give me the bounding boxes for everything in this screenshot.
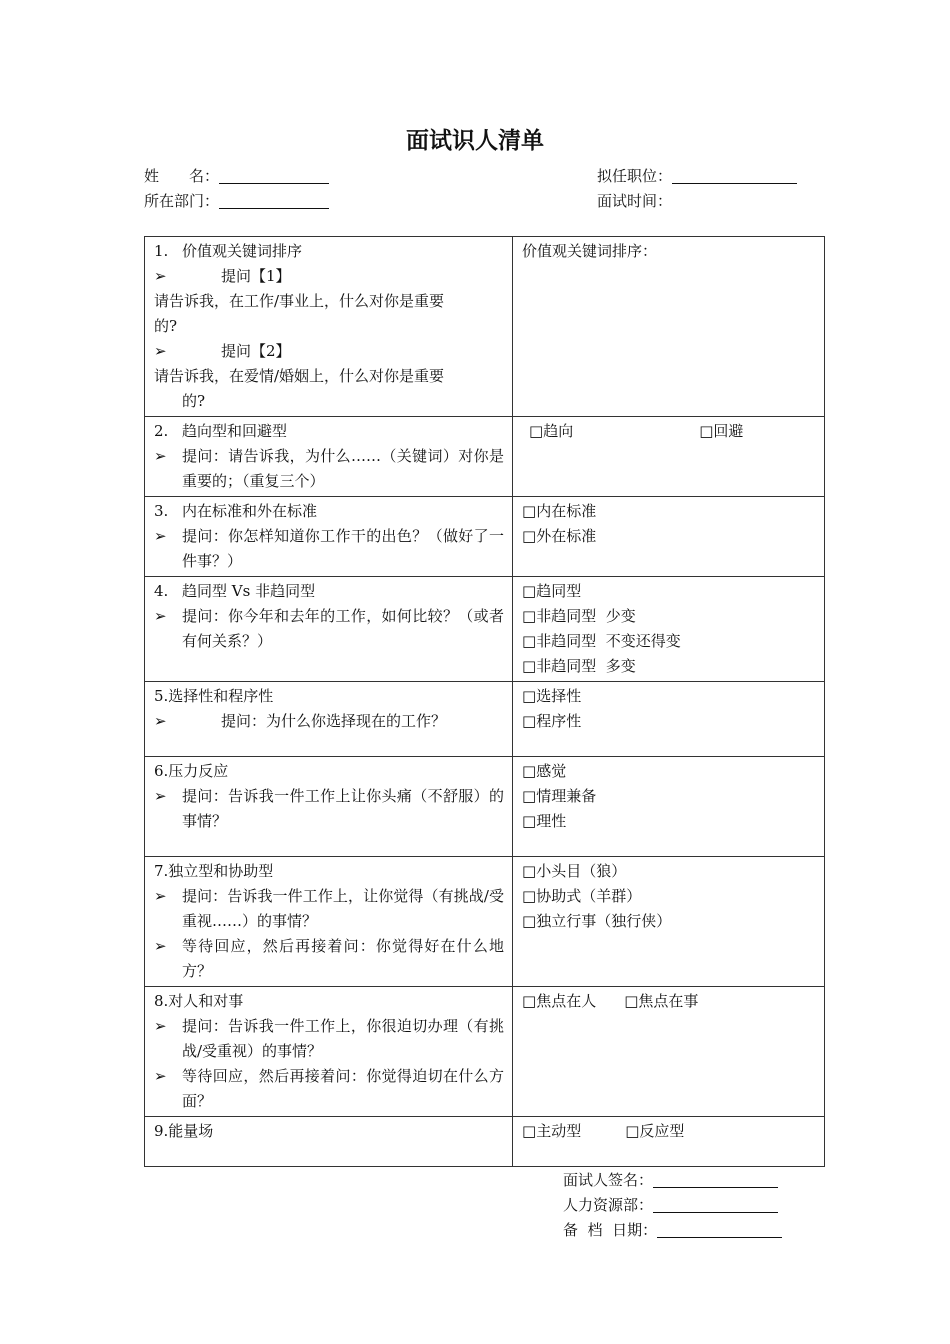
row-heading: 内在标准和外在标准	[182, 502, 318, 520]
question-text: 请告诉我，在工作/事业上，什么对你是重要	[154, 292, 445, 310]
question-cell	[145, 497, 513, 577]
option-label: 趋同型	[536, 582, 582, 600]
bullet-icon: ➢	[154, 712, 167, 730]
interview-checklist-table	[144, 236, 825, 1167]
option-label: 小头目（狼）	[536, 862, 627, 880]
hr-signature-label: 人力资源部：	[563, 1196, 654, 1214]
question-cell	[145, 987, 513, 1117]
question-cell	[145, 857, 513, 987]
checkbox[interactable]: □	[522, 992, 537, 1010]
row-heading: 6.压力反应	[154, 762, 229, 780]
bullet-icon: ➢	[154, 937, 167, 955]
position-field[interactable]	[597, 166, 797, 186]
bullet-icon: ➢	[154, 1067, 167, 1085]
table-row	[145, 497, 825, 577]
checkbox[interactable]: □	[522, 502, 537, 520]
checkbox[interactable]: □	[625, 1122, 640, 1140]
checkbox[interactable]: □	[522, 527, 537, 545]
answer-cell	[513, 417, 825, 497]
answer-cell	[513, 1117, 825, 1167]
table-row	[145, 417, 825, 497]
checkbox[interactable]: □	[522, 687, 537, 705]
answer-cell	[513, 857, 825, 987]
option-label: 非趋同型 多变	[536, 657, 636, 675]
checkbox[interactable]: □	[522, 657, 537, 675]
question-cell	[145, 417, 513, 497]
question-cell	[145, 577, 513, 682]
table-row	[145, 857, 825, 987]
checkbox[interactable]: □	[522, 607, 537, 625]
checkbox[interactable]: □	[522, 712, 537, 730]
option-label: 非趋同型 不变还得变	[536, 632, 681, 650]
bullet-icon: ➢	[154, 342, 167, 360]
answer-cell	[513, 682, 825, 757]
position-label: 拟任职位：	[597, 167, 673, 185]
row-number: 1.	[154, 242, 169, 260]
answer-label: 价值观关键词排序：	[522, 242, 658, 260]
option-label: 焦点在人	[536, 992, 597, 1010]
checkbox[interactable]: □	[522, 787, 537, 805]
question-text: 等待回应，然后再接着问：你觉得迫切在什么方面？	[182, 1067, 504, 1110]
question-text: 提问：告诉我一件工作上，让你觉得（有挑战/受重视……）的事情？	[182, 887, 504, 930]
table-row	[145, 682, 825, 757]
bullet-icon: ➢	[154, 787, 167, 805]
row-number: 4.	[154, 582, 169, 600]
checkbox[interactable]: □	[522, 1122, 537, 1140]
option-label: 感觉	[536, 762, 567, 780]
option-label: 选择性	[536, 687, 582, 705]
table-row	[145, 577, 825, 682]
answer-cell[interactable]	[513, 237, 825, 417]
question-text: 的?	[182, 392, 206, 410]
option-label: 情理兼备	[536, 787, 597, 805]
name-field[interactable]	[144, 166, 329, 186]
department-label: 所在部门：	[144, 192, 220, 210]
answer-cell	[513, 497, 825, 577]
table-row	[145, 987, 825, 1117]
bullet-icon: ➢	[154, 527, 167, 545]
checkbox[interactable]: □	[699, 422, 714, 440]
table-row	[145, 757, 825, 857]
checkbox[interactable]: □	[522, 862, 537, 880]
option-label: 非趋同型 少变	[536, 607, 636, 625]
bullet-icon: ➢	[154, 267, 167, 285]
question-text: 提问：为什么你选择现在的工作？	[221, 712, 447, 730]
answer-cell	[513, 757, 825, 857]
name-blank[interactable]	[219, 167, 329, 184]
question-text: 提问：你怎样知道你工作干的出色？（做好了一件事？）	[182, 527, 504, 570]
question-text: 的?	[154, 317, 178, 335]
question-text: 提问：告诉我一件工作上，你很迫切办理（有挑战/受重视）的事情？	[182, 1017, 504, 1060]
question-text: 提问：告诉我一件工作上让你头痛（不舒服）的事情？	[182, 787, 504, 830]
question-text: 提问：请告诉我，为什么……（关键词）对你是重要的；（重复三个）	[182, 447, 504, 490]
answer-cell	[513, 987, 825, 1117]
row-heading: 趋向型和回避型	[182, 422, 288, 440]
interview-time-label: 面试时间：	[597, 192, 673, 210]
row-heading: 趋同型 Vs 非趋同型	[182, 582, 316, 600]
checkbox[interactable]: □	[522, 812, 537, 830]
row-heading: 8.对人和对事	[154, 992, 244, 1010]
bullet-icon: ➢	[154, 887, 167, 905]
hr-signature-blank[interactable]	[653, 1196, 778, 1213]
option-label: 外在标准	[536, 527, 597, 545]
archive-date-field[interactable]	[563, 1220, 782, 1240]
question-text: 等待回应，然后再接着问：你觉得好在什么地方？	[182, 937, 504, 980]
department-blank[interactable]	[219, 192, 329, 209]
option-label: 协助式（羊群）	[536, 887, 642, 905]
interviewer-signature-blank[interactable]	[653, 1171, 778, 1188]
option-label: 反应型	[639, 1122, 685, 1140]
table-row	[145, 237, 825, 417]
department-field[interactable]	[144, 191, 329, 211]
question-cell	[145, 237, 513, 417]
option-label: 回避	[713, 422, 744, 440]
checkbox[interactable]: □	[522, 912, 537, 930]
position-blank[interactable]	[672, 167, 797, 184]
option-label: 理性	[536, 812, 567, 830]
answer-cell	[513, 577, 825, 682]
question-cell	[145, 1117, 513, 1167]
row-number: 3.	[154, 502, 169, 520]
option-label: 焦点在事	[638, 992, 699, 1010]
checkbox[interactable]: □	[522, 762, 537, 780]
question-cell	[145, 682, 513, 757]
ask-label: 提问【1】	[221, 267, 291, 285]
row-heading: 9.能量场	[154, 1122, 214, 1140]
archive-date-label: 备 档 日期：	[563, 1221, 658, 1239]
row-heading: 5.选择性和程序性	[154, 687, 274, 705]
page-title: 面试识人清单	[406, 127, 544, 154]
table-row	[145, 1117, 825, 1167]
option-label: 主动型	[536, 1122, 582, 1140]
checkbox[interactable]: □	[522, 582, 537, 600]
option-label: 趋向	[543, 422, 574, 440]
option-label: 程序性	[536, 712, 582, 730]
row-heading: 7.独立型和协助型	[154, 862, 274, 880]
interview-time-field[interactable]	[597, 191, 672, 211]
interviewer-signature-field[interactable]	[563, 1170, 778, 1190]
archive-date-blank[interactable]	[657, 1221, 782, 1238]
checkbox[interactable]: □	[529, 422, 544, 440]
checkbox[interactable]: □	[522, 887, 537, 905]
ask-label: 提问【2】	[221, 342, 291, 360]
question-text: 提问：你今年和去年的工作，如何比较？（或者有何关系？）	[182, 607, 504, 650]
question-cell	[145, 757, 513, 857]
hr-signature-field[interactable]	[563, 1195, 778, 1215]
row-heading: 价值观关键词排序	[182, 242, 303, 260]
name-label: 姓 名：	[144, 167, 220, 185]
question-text: 请告诉我，在爱情/婚姻上，什么对你是重要	[154, 367, 445, 385]
checkbox[interactable]: □	[522, 632, 537, 650]
bullet-icon: ➢	[154, 607, 167, 625]
checkbox[interactable]: □	[624, 992, 639, 1010]
option-label: 内在标准	[536, 502, 597, 520]
interviewer-signature-label: 面试人签名：	[563, 1171, 654, 1189]
bullet-icon: ➢	[154, 1017, 167, 1035]
bullet-icon: ➢	[154, 447, 167, 465]
option-label: 独立行事（独行侠）	[536, 912, 672, 930]
row-number: 2.	[154, 422, 169, 440]
